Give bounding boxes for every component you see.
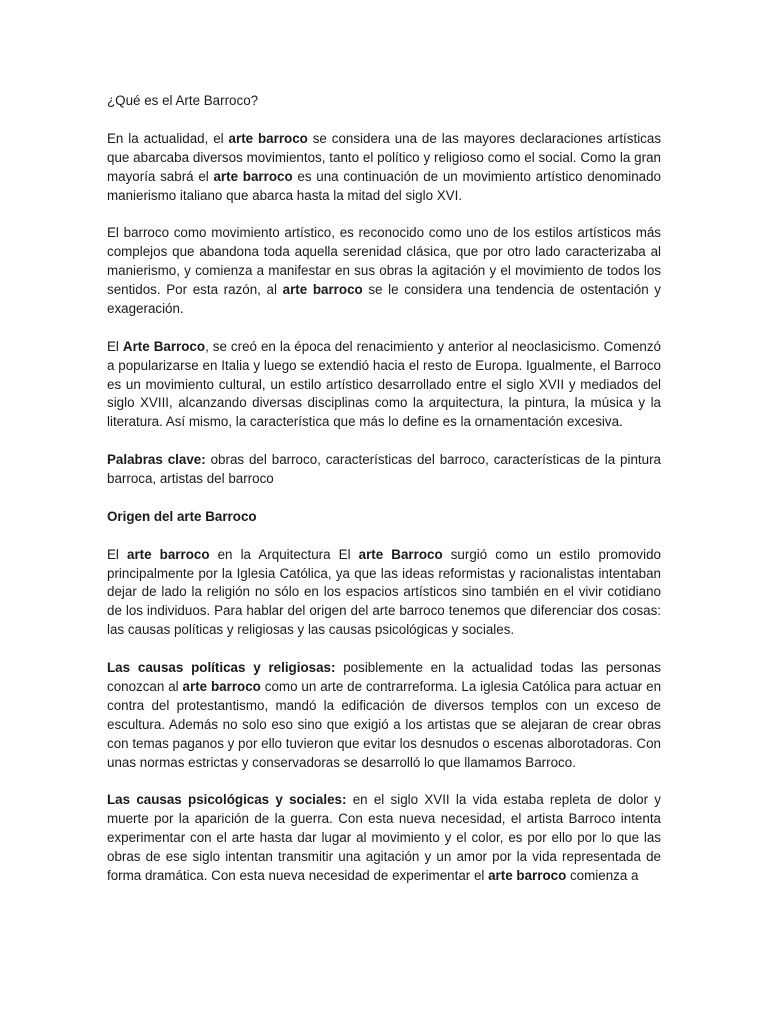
text-run: surgió como un estilo promovido principalmente por la Iglesia Católica, ya que las ideas reformistas y racionalistas intentaban dejar de lado la religión no sólo en los espacios artísticos sino también en el vivir cotidiano de los individuos. Para hablar del origen del arte barroco tenemos que diferenciar dos cosas: las causas políticas y religiosas y las causas psicológicas y sociales. — [107, 546, 661, 638]
bold-text-run: arte barroco — [488, 868, 567, 884]
bold-text-run: arte Barroco — [358, 546, 443, 562]
paragraph-political-religious — [107, 659, 661, 772]
paragraph-architecture — [107, 546, 661, 641]
text-run: se le considera una tendencia de ostentación y exageración. — [107, 282, 662, 316]
paragraph-intro — [107, 130, 661, 206]
bold-text-run: arte barroco — [282, 282, 363, 298]
document-title: ¿Qué es el Arte Barroco? — [107, 93, 259, 108]
bold-text-run: arte barroco — [213, 168, 293, 184]
bold-text-run: Las causas políticas y religiosas: — [107, 660, 336, 676]
paragraph-origin-period — [107, 338, 661, 433]
document-page — [107, 92, 661, 905]
text-run: es una continuación de un movimiento artístico denominado manierismo italiano que abarca hasta la mitad del siglo XVI. — [107, 168, 662, 203]
text-run: obras del barroco, características del barroco, características de la pintura barroca, artistas del barroco — [107, 452, 661, 487]
text-run: posiblemente en la actualidad todas las personas conozcan al — [107, 660, 661, 694]
text-run: en el siglo XVII la vida estaba repleta de dolor y muerte por la aparición de la guerra. Con esta nueva necesidad, el artista Barroco intenta experimentar con el arte hasta dar lugar al movimiento y el color, es por ello por lo que las obras de ese siglo intentan transmitir una agitación y un amor por la vida representada de forma dramática. Con esta nueva necesidad de experimentar el — [107, 792, 662, 884]
text-run: En la actualidad, el — [107, 130, 229, 146]
text-run: , se creó en la época del renacimiento y anterior al neoclasicismo. Comenzó a popularizarse en Italia y luego se extendió hacia el resto de Europa. Igualmente, el Barroco es un movimiento cultural, un estilo artístico desarrollado entre el siglo XVII y mediados del siglo XVIII, alcanzando diversas disciplinas como la arquitectura, la pintura, la música y la literatura. Así mismo, la característica que más lo define es la ornamentación excesiva. — [107, 338, 661, 430]
bold-text-run: Las causas psicológicas y sociales: — [107, 792, 347, 808]
text-run: El — [107, 546, 127, 562]
text-run: comienza a — [566, 868, 639, 884]
text-run: se considera una de las mayores declaraciones artísticas que abarcaba diversos movimientos, tanto el político y religioso como el social. Como la gran mayoría sabrá el — [107, 130, 662, 184]
bold-text-run: arte barroco — [127, 546, 210, 562]
text-run: El barroco como movimiento artístico, es reconocido como uno de los estilos artísticos más complejos que abandona toda aquella serenidad clásica, que por otro lado caracterizaba al manierismo, y comienza a manifestar en sus obras la agitación y el movimiento de todos los sentidos. Por esta razón, al — [107, 225, 661, 298]
text-run: como un arte de contrarreforma. La iglesia Católica para actuar en contra del protestantismo, mandó la edificación de diversos templos con un exceso de escultura. Además no solo eso sino que exigió a los artistas que se alejaran de crear obras con temas paganos y por ello tuvieron que evitar los desnudos o escenas alborotadoras. Con unas normas estrictas y conservadoras se desarrolló lo que llamamos Barroco. — [107, 678, 662, 770]
bold-text-run: Arte Barroco — [122, 338, 206, 354]
paragraph-movement — [107, 224, 661, 319]
text-run: El — [107, 338, 123, 354]
text-run: en la Arquitectura El — [209, 546, 359, 562]
bold-text-run: Palabras clave: — [107, 452, 206, 468]
paragraph-psychological-social — [107, 791, 661, 886]
paragraph-keywords — [107, 451, 661, 489]
bold-text-run: arte barroco — [182, 678, 261, 694]
section-heading-origin: Origen del arte Barroco — [107, 508, 257, 524]
bold-text-run: arte barroco — [228, 130, 308, 146]
